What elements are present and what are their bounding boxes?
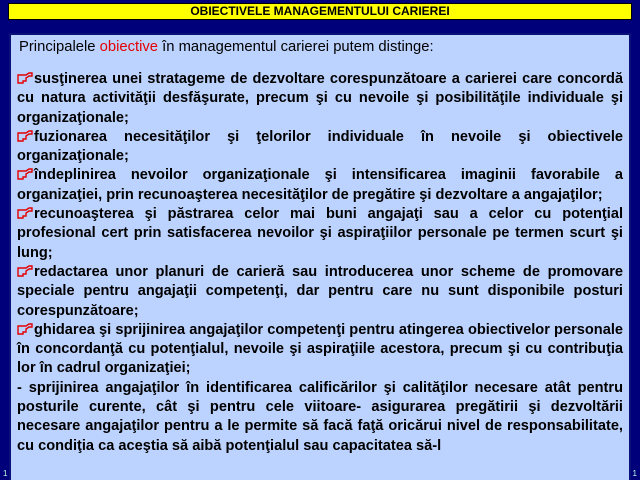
intro-text [19,38,623,57]
objectives-list [17,70,623,456]
pointing-hand-icon [17,72,33,84]
list-item-text: recunoaşterea şi păstrarea celor mai buni angajaţi sau a celor cu potenţial profesional cert prin satisfacerea nevoilor şi aspiraţiilor personale pe termen scurt şi lung; [17,206,623,261]
page-number-right: 1 [632,469,637,478]
list-item [17,70,623,128]
pointing-hand-icon [17,323,33,335]
pointing-hand-icon [17,168,33,180]
intro-accent: obiective [99,39,159,55]
list-item-text: fuzionarea necesităţilor şi ţelorilor individuale în nevoile şi obiectivele organizaţionale; [17,128,623,165]
list-item-text: ghidarea şi sprijinirea angajaţilor competenţi pentru atingerea obiectivelor personale în concordanţă cu potenţialul, nevoile şi aspiraţiile acestora, precum şi cu contribuţia lor în cadrul organizaţiei; [17,321,623,377]
list-item [17,166,623,205]
intro-before: Principalele [19,39,100,55]
list-item-dash: - sprijinirea angajaţilor în identificarea calificărilor şi calităţilor necesare atât pentru posturile curente, cât şi pentru cele viitoare- asigurarea pregătirii şi dezvoltării necesare angajaţilor pentru a le permite să facă faţă oricărui nivel de responsabilitate, cu condiţia ca aceştia să aibă potenţialul sau capacitatea să-l [17,379,623,454]
slide-title: OBIECTIVELE MANAGEMENTULUI CARIEREI [8,3,632,20]
list-item-text: susţinerea unei stratageme de dezvoltare corespunzătoare a carierei care concordă cu natura activităţii desfăşurate, precum şi cu nevoile şi posibilităţile individuale şi organizaţionale; [17,71,623,126]
content-panel [9,33,631,480]
list-item-text: redactarea unor planuri de carieră sau introducerea unor scheme de promovare speciale pentru angajaţii competenţi, dar pentru care nu sunt disponibile posturi corespunzătoare; [17,263,623,319]
list-item [17,321,623,379]
page-number-left: 1 [3,469,8,478]
pointing-hand-icon [17,265,33,277]
list-item [17,128,623,167]
pointing-hand-icon [17,207,33,219]
list-item [17,205,623,263]
pointing-hand-icon [17,130,33,142]
intro-after: în managementul carierei putem distinge: [158,39,434,55]
list-item [17,263,623,321]
list-item-text: îndeplinirea nevoilor organizaţionale şi intensificarea imaginii favorabile a organizaţiei, prin recunoaşterea necesităţilor de pregătire şi dezvoltare a angajaţilor; [17,167,623,203]
